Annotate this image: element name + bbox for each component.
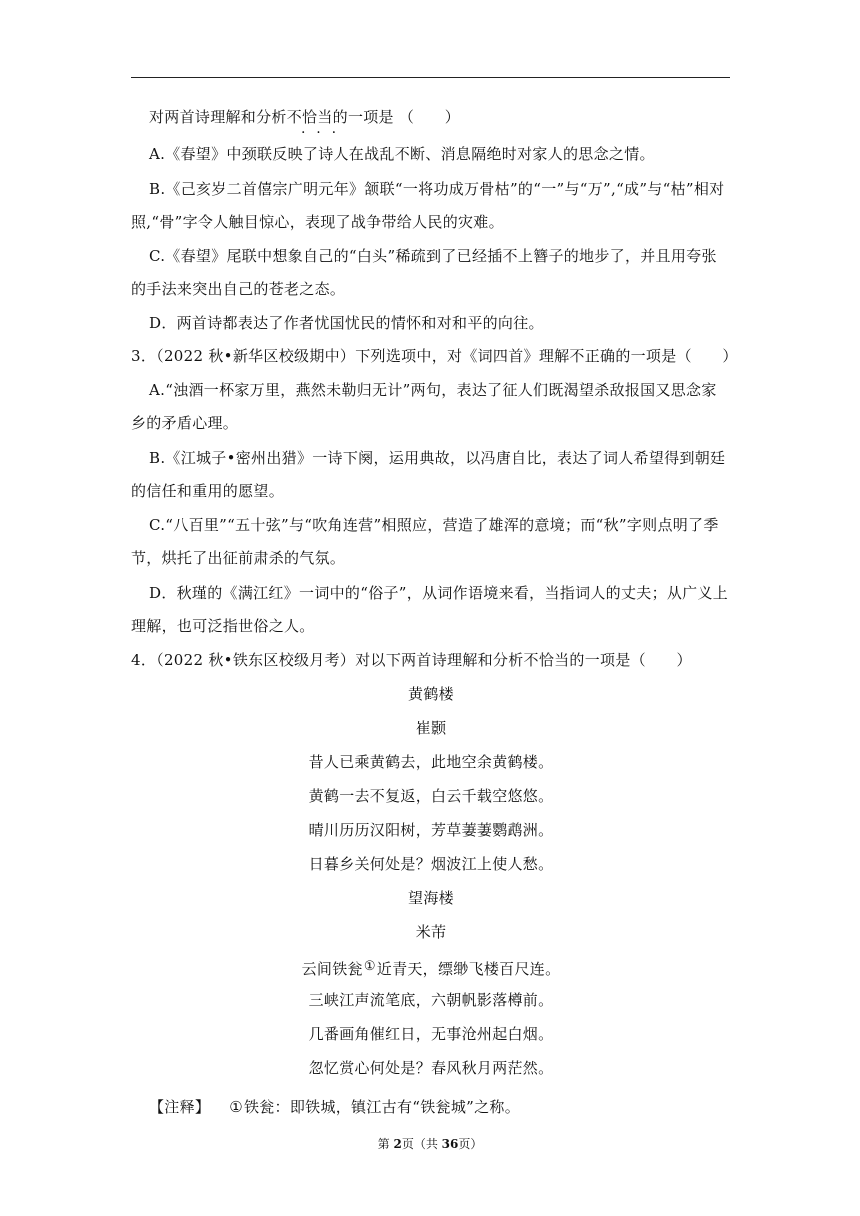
note-text: 铁瓮：即铁城，镇江古有“铁瓮城”之称。 [243, 1098, 520, 1116]
poem1-line: 日暮乡关何处是？烟波江上使人愁。 [308, 855, 554, 873]
q3-option-b: B.《江城子•密州出猎》一诗下阕，运用典故，以冯唐自比，表达了词人希望得到朝廷的信任和重用的愿望。 [131, 449, 726, 500]
q3-stem: 3．（2022 秋•新华区校级期中）下列选项中，对《词四首》理解不正确的一项是（ ） [131, 347, 738, 365]
q3-option-c: C.“八百里”“五十弦”与“吹角连营”相照应，营造了雄浑的意境；而“秋”字则点明了季节，烘托了出征前肃杀的气氛。 [131, 516, 719, 567]
q2-option-a: A.《春望》中颈联反映了诗人在战乱不断、消息隔绝时对家人的思念之情。 [149, 145, 655, 163]
q4-stem: 4．（2022 秋•铁东区校级月考）对以下两首诗理解和分析不恰当的一项是（ ） [131, 651, 692, 669]
q2-option-c: C.《春望》尾联中想象自己的“白头”稀疏到了已经插不上簪子的地步了，并且用夸张的手法来突出自己的苍老之态。 [131, 247, 717, 298]
poem1-line: 晴川历历汉阳树，芳草萋萋鹦鹉洲。 [308, 821, 554, 839]
q3-option-d: D．秋瑾的《满江红》一词中的“俗子”，从词作语境来看，当指词人的丈夫；从广义上理解，也可泛指世俗之人。 [131, 584, 729, 635]
note-label: 【注释】 [149, 1098, 211, 1116]
footnote-marker: ① [229, 1098, 243, 1116]
page-footer: 第 2页（共 36页） [377, 1137, 483, 1151]
q2-option-b: B.《己亥岁二首僖宗广明元年》颔联“一将功成万骨枯”的“一”与“万”,“成”与“枯”相对照,“骨”字令人触目惊心，表现了战争带给人民的灾难。 [131, 180, 725, 231]
poem2-title: 望海楼 [408, 889, 454, 907]
page-number: 2 [393, 1137, 402, 1151]
poem2-line: 三峡江声流笔底，六朝帆影落樽前。 [308, 991, 554, 1009]
poem1-line: 昔人已乘黄鹤去，此地空余黄鹤楼。 [308, 753, 554, 771]
emphasis-char: 恰 [302, 108, 318, 126]
emphasis-char: 当 [317, 108, 333, 126]
poem2-line: 几番画角催红日，无事沧州起白烟。 [308, 1025, 554, 1043]
q3-option-a: A.“浊酒一杯家万里，燕然未勒归无计”两句，表达了征人们既渴望杀敌报国又思念家乡的矛盾心理。 [131, 381, 717, 432]
footnote-marker: ① [363, 959, 376, 974]
poem1-line: 黄鹤一去不复返，白云千载空悠悠。 [308, 787, 554, 805]
q2-stem: 对两首诗理解和分析不恰当的一项是 （ ） [149, 108, 461, 126]
poem2-line: 云间铁瓮①近青天，缥缈飞楼百尺连。 [131, 950, 731, 986]
poem1-title: 黄鹤楼 [408, 685, 454, 703]
page-total: 36 [441, 1137, 459, 1151]
poem2-author: 米芾 [415, 923, 447, 941]
header-rule [131, 77, 730, 78]
q2-option-d: D．两首诗都表达了作者忧国忧民的情怀和对和平的向往。 [149, 314, 544, 332]
poem2-line: 忽忆赏心何处是？春风秋月两茫然。 [308, 1059, 554, 1077]
poem1-author: 崔颢 [415, 719, 447, 737]
emphasis-char: 不 [286, 108, 303, 126]
q4-note [131, 1091, 731, 1124]
